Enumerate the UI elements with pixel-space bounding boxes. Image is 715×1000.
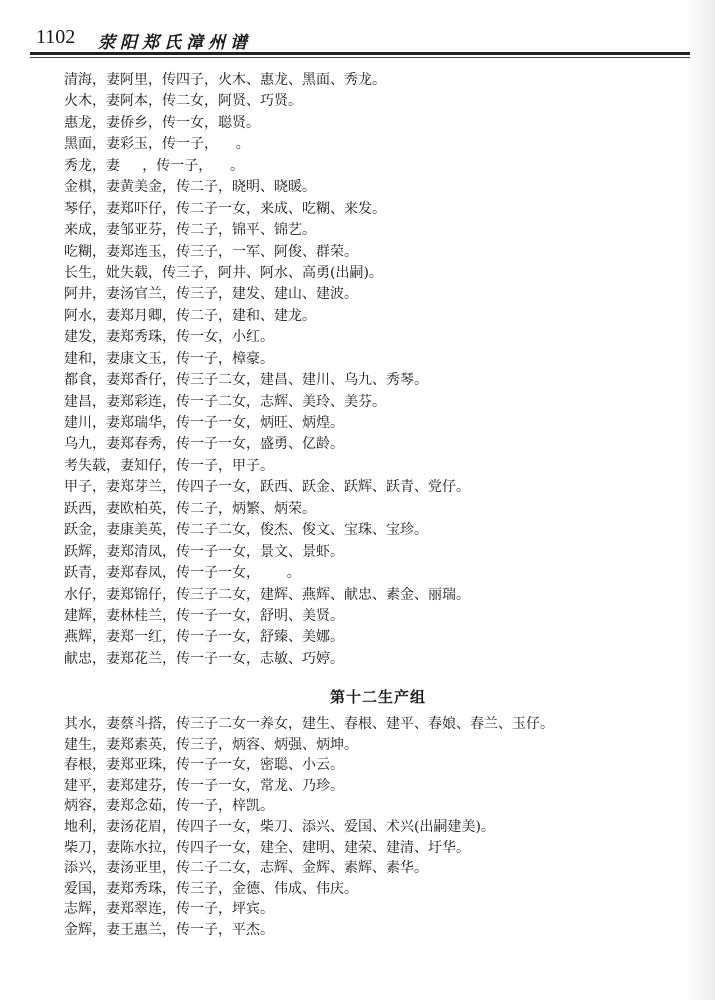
genealogy-entry: 志辉，妻郑翠连，传一子，坪宾。 <box>64 901 274 918</box>
genealogy-entry: 建辉，妻林桂兰，传一子一女，舒明、美贤。 <box>64 607 344 624</box>
genealogy-entry: 阿井，妻汤官兰，传三子，建发、建山、建波。 <box>64 286 358 303</box>
header-rule-thick <box>30 52 690 55</box>
genealogy-entry: 春根，妻郑亚珠，传一子一女，密聪、小云。 <box>64 757 344 774</box>
book-title: 荥阳郑氏漳州谱 <box>98 33 252 53</box>
genealogy-entry: 都食，妻郑香仔，传三子二女，建昌、建川、乌九、秀琴。 <box>64 372 428 389</box>
genealogy-entry: 秀龙，妻 ，传一子， 。 <box>64 157 245 174</box>
genealogy-entry: 甲子，妻郑芽兰，传四子一女，跃西、跃金、跃辉、跃青、党仔。 <box>64 479 470 496</box>
genealogy-entries-before <box>64 70 664 670</box>
genealogy-entry: 建昌，妻郑彩连，传一子二女，志辉、美玲、美芬。 <box>64 393 386 410</box>
genealogy-entry: 考失载，妻知仔，传一子，甲子。 <box>64 457 274 474</box>
genealogy-entry: 长生，妣失载，传三子，阿井、阿水、高勇(出嗣)。 <box>64 264 383 281</box>
genealogy-entry: 来成，妻邹亚芬，传二子，锦平、锦艺。 <box>64 222 316 239</box>
genealogy-entry: 金棋，妻黄美金，传二子，晓明、晓暖。 <box>64 179 316 196</box>
genealogy-entry: 献忠，妻郑花兰，传一子一女，志敏、巧婷。 <box>64 650 344 667</box>
section-heading: 第十二生产组 <box>330 688 427 706</box>
genealogy-entry: 建发，妻郑秀珠，传一女，小红。 <box>64 329 274 346</box>
genealogy-entry: 跃辉，妻郑清凤，传一子一女，景文、景虾。 <box>64 543 344 560</box>
genealogy-entry: 跃西，妻欧柏英，传二子，炳繁、炳荣。 <box>64 500 316 517</box>
genealogy-entry: 跃青，妻郑春凤，传一子一女， 。 <box>64 565 301 582</box>
genealogy-entry: 建和，妻康文玉，传一子，樟豪。 <box>64 350 274 367</box>
page-header <box>30 24 690 54</box>
genealogy-entry: 惠龙，妻侨乡，传一女，聪贤。 <box>64 114 260 131</box>
genealogy-entry: 水仔，妻郑锦仔，传三子二女，建辉、燕辉、献忠、素金、丽瑞。 <box>64 586 470 603</box>
genealogy-entry: 地利，妻汤花眉，传四子一女，柴刀、添兴、爱国、术兴(出嗣建美)。 <box>64 818 495 835</box>
genealogy-entry: 乌九，妻郑春秀，传一子一女，盛勇、亿龄。 <box>64 436 344 453</box>
genealogy-entry: 燕辉，妻郑一红，传一子一女，舒臻、美娜。 <box>64 629 344 646</box>
header-rule-thin <box>30 57 690 58</box>
page-number: 1102 <box>36 26 76 48</box>
genealogy-entry: 琴仔，妻郑吓仔，传二子一女，来成、吃糊、来发。 <box>64 200 386 217</box>
genealogy-entry: 阿水，妻郑月卿，传二子，建和、建龙。 <box>64 307 316 324</box>
genealogy-entry: 火木，妻阿本，传二女，阿贤、巧贤。 <box>64 93 302 110</box>
genealogy-entry: 清海，妻阿里，传四子，火木、惠龙、黑面、秀龙。 <box>64 72 386 88</box>
genealogy-entry: 柴刀，妻陈水拉，传四子一女，建全、建明、建荣、建清、圩华。 <box>64 839 470 856</box>
genealogy-entry: 炳容，妻郑念茹，传一子，梓凯。 <box>64 798 274 815</box>
genealogy-entry: 吃糊，妻郑连玉，传三子，一军、阿俊、群荣。 <box>64 243 358 260</box>
genealogy-entry: 添兴，妻汤亚里，传二子二女，志辉、金辉、素辉、素华。 <box>64 860 428 877</box>
scan-edge-shadow <box>685 0 715 1000</box>
genealogy-entry: 跃金，妻康美英，传二子二女，俊杰、俊文、宝珠、宝珍。 <box>64 522 428 539</box>
genealogy-entry: 建川，妻郑瑞华，传一子一女，炳旺、炳煌。 <box>64 415 344 431</box>
genealogy-entry: 黑面，妻彩玉，传一子， 。 <box>64 136 250 153</box>
genealogy-entry: 建生，妻郑素英，传三子，炳容、炳强、炳坤。 <box>64 736 358 753</box>
genealogy-entry: 其水，妻蔡斗搭，传三子二女一养女，建生、春根、建平、春娘、春兰、玉仔。 <box>64 716 554 732</box>
genealogy-entry: 建平，妻郑建芬，传一子一女，常龙、乃珍。 <box>64 777 344 794</box>
genealogy-entry: 爱国，妻郑秀珠，传三子，金德、伟成、伟庆。 <box>64 880 358 897</box>
genealogy-entry: 金辉，妻王惠兰，传一子，平杰。 <box>64 921 274 938</box>
genealogy-entries-after <box>64 714 664 941</box>
